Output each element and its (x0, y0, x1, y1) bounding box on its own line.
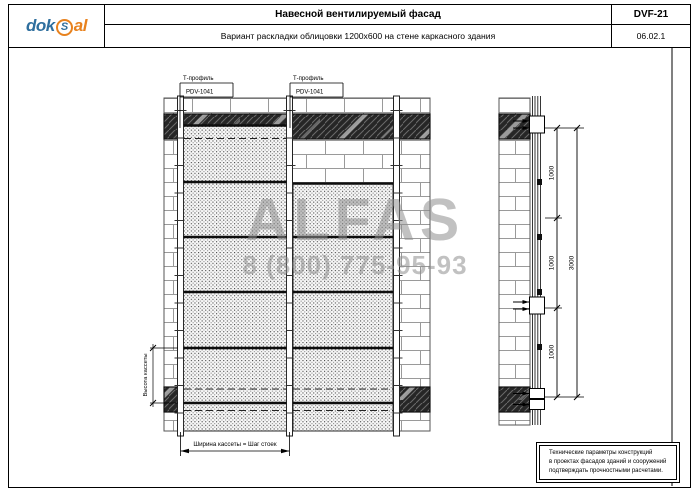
logo-s-icon: S (56, 19, 73, 36)
note-line-2: в проектах фасадов зданий и сооружений (549, 459, 667, 465)
section-top-slab (499, 114, 530, 139)
sheet-title: Навесной вентилируемый фасад (105, 5, 611, 25)
sheet-number: 06.02.1 (611, 25, 690, 47)
section-dimensions (545, 125, 584, 400)
dim-3000-total: 3000 (568, 255, 576, 271)
t-profile-label: Т-профиль (293, 76, 324, 82)
dim-1000-bottom: 1000 (548, 344, 556, 360)
dim-1000-middle: 1000 (548, 255, 556, 271)
cassette-column-left (184, 125, 287, 431)
t-profile-model: PDV-1041 (186, 89, 214, 96)
note-box (536, 442, 680, 483)
t-profile-model: PDV-1041 (296, 89, 324, 96)
dim-1000-top: 1000 (548, 165, 556, 181)
drawing-code: DVF-21 (611, 5, 690, 25)
note-line-3: подтверждать прочностными расчетами. (549, 468, 663, 474)
section-view (499, 96, 584, 425)
dim-label-cassette-width: Ширина кассеты = Шаг стоек (193, 441, 277, 448)
section-profile-lines (533, 96, 541, 425)
sheet-subtitle: Вариант раскладки облицовки 1200x600 на стене каркасного здания (220, 31, 496, 41)
watermark-brand: ALFAS (245, 187, 465, 253)
elevation-view (143, 76, 430, 456)
note-line-1: Технические параметры конструкций (549, 450, 653, 456)
dim-cassette-width (181, 432, 290, 456)
watermark-phone: 8 (800) 775-95-93 (242, 250, 468, 280)
note-box-inner (539, 445, 677, 480)
section-wall (499, 98, 530, 425)
section-bottom-slab (499, 387, 530, 412)
logo-part-dok: dok (26, 16, 55, 35)
dim-label-cassette-height: Высота кассеты (143, 353, 149, 397)
cassette-column-right (293, 183, 393, 431)
t-profile-label: Т-профиль (183, 76, 214, 82)
logo-part-al: al (73, 16, 87, 35)
